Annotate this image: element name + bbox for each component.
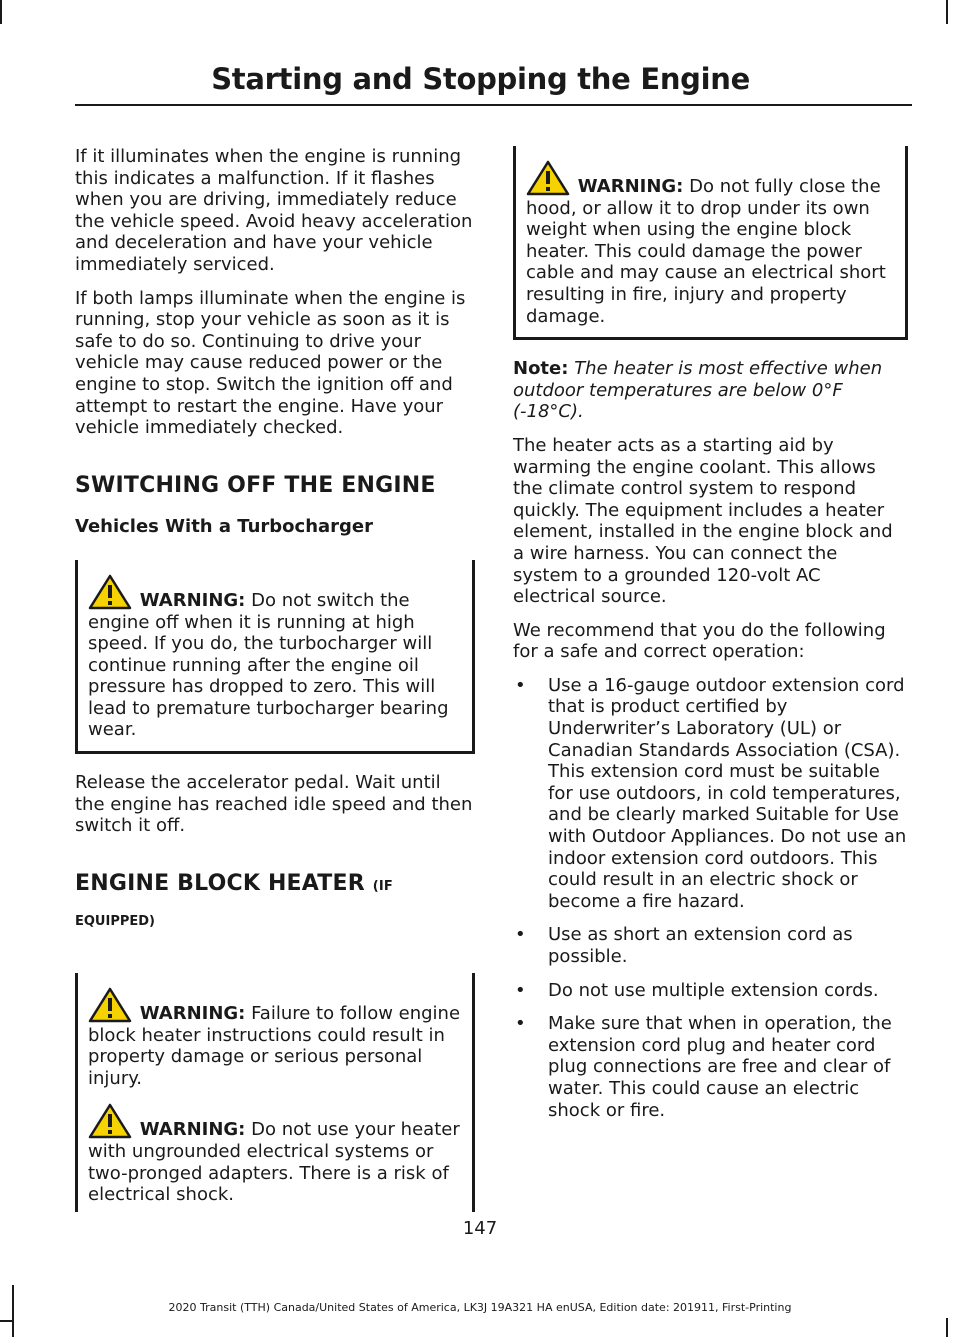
list-item: • Use a 16-gauge outdoor extension cord that is product certified by Underwriter’s Laboratory (UL) or Canadian Standards Association (CSA). This extension cord must be suitable for use outdoors, in cold temperatures, and be clearly marked Suitable for Use with Outdoor Appliances. Do not use an indoor extension cord outdoors. This could result in an electric shock or become a fire hazard. <box>513 675 908 913</box>
heading-equipped-text: EQUIPPED) <box>75 914 155 930</box>
paragraph-release-pedal: Release the accelerator pedal. Wait until the engine has reached idle speed and then switch it off. <box>75 772 473 837</box>
list-item: • Make sure that when in operation, the extension cord plug and heater cord plug connections are free and clear of water. This could cause an electric shock or fire. <box>513 1013 908 1121</box>
crop-mark-bottom-left-h <box>0 1320 14 1322</box>
paragraph-illuminates: If it illuminates when the engine is running this indicates a malfunction. If it flashes when you are driving, immediately reduce the vehicle speed. Avoid heavy acceleration and deceleration and have your vehicle immediately serviced. <box>75 146 473 275</box>
section-heading-switching-off: SWITCHING OFF THE ENGINE <box>75 472 436 498</box>
recommendation-list <box>513 675 908 1121</box>
list-item: • Do not use multiple extension cords. <box>513 980 908 1002</box>
warning-text-instructions: Failure to follow engine block heater instructions could result in property damage or serious personal injury. <box>88 1003 461 1089</box>
warning-text-ungrounded: Do not use your heater with ungrounded electrical systems or two-pronged adapters. There is a risk of electrical shock. <box>88 1119 460 1206</box>
warning-label: WARNING: <box>139 1003 246 1025</box>
header-rule <box>75 104 912 106</box>
page-number: 147 <box>462 1218 498 1239</box>
left-column <box>75 146 475 1230</box>
warning-text-hood: Do not fully close the hood, or allow it to drop under its own weight when using the engine block heater. This could damage the power cable and may cause an electrical short resulting in fire, injury and property damage. <box>526 176 886 327</box>
crop-mark-top-left <box>0 0 2 24</box>
warning-triangle-icon <box>88 1103 132 1139</box>
warning-label: WARNING: <box>577 176 684 197</box>
heading-if-text: (IF <box>372 878 394 894</box>
warning-label: WARNING: <box>139 589 246 611</box>
warning-triangle-icon <box>88 987 132 1023</box>
warning-box-hood <box>513 146 908 340</box>
warning-triangle-icon <box>88 574 132 610</box>
paragraph-recommend: We recommend that you do the following for a safe and correct operation: <box>513 619 886 663</box>
list-item: • Use as short an extension cord as possible. <box>513 924 908 967</box>
warning-triangle-icon <box>526 160 570 196</box>
warning-box-turbocharger <box>75 560 475 754</box>
paragraph-both-lamps: If both lamps illuminate when the engine is running, stop your vehicle as soon as it is safe to do so. Continuing to drive your vehicle may cause reduced power or the engine to stop. Switch the ignition off and attempt to restart the engine. Have your vehicle immediately checked. <box>75 287 466 439</box>
footer-edition-info: 2020 Transit (TTH) Canada/United States of America, LK3J 19A321 HA enUSA, Edition date: 201911, First-Printing <box>168 1301 792 1314</box>
crop-mark-bottom-right <box>946 1318 948 1337</box>
page-title: Starting and Stopping the Engine <box>211 62 750 96</box>
right-column <box>513 146 908 1133</box>
note-paragraph <box>513 358 908 423</box>
heading-text: ENGINE BLOCK HEATER <box>75 870 365 896</box>
section-heading-engine-block-heater <box>75 870 475 898</box>
warning-label: WARNING: <box>139 1119 246 1141</box>
warning-text-turbocharger: Do not switch the engine off when it is running at high speed. If you do, the turbocharger will continue running after the engine oil pressure has dropped to zero. This will lead to premature turbocharger bearing wear. <box>88 589 449 741</box>
note-text: The heater is most effective when outdoor temperatures are below 0°F (-18°C). <box>513 358 883 423</box>
paragraph-heater-description: The heater acts as a starting aid by warming the engine coolant. This allows the climate control system to respond quickly. The equipment includes a heater element, installed in the engine block and a wire harness. You can connect the system to a grounded 120-volt AC electrical source. <box>513 434 893 608</box>
subheading-turbocharger: Vehicles With a Turbocharger <box>75 516 374 538</box>
crop-mark-top-right <box>946 0 948 24</box>
note-label: Note: <box>513 358 569 380</box>
warning-box-block-heater <box>75 973 475 1212</box>
